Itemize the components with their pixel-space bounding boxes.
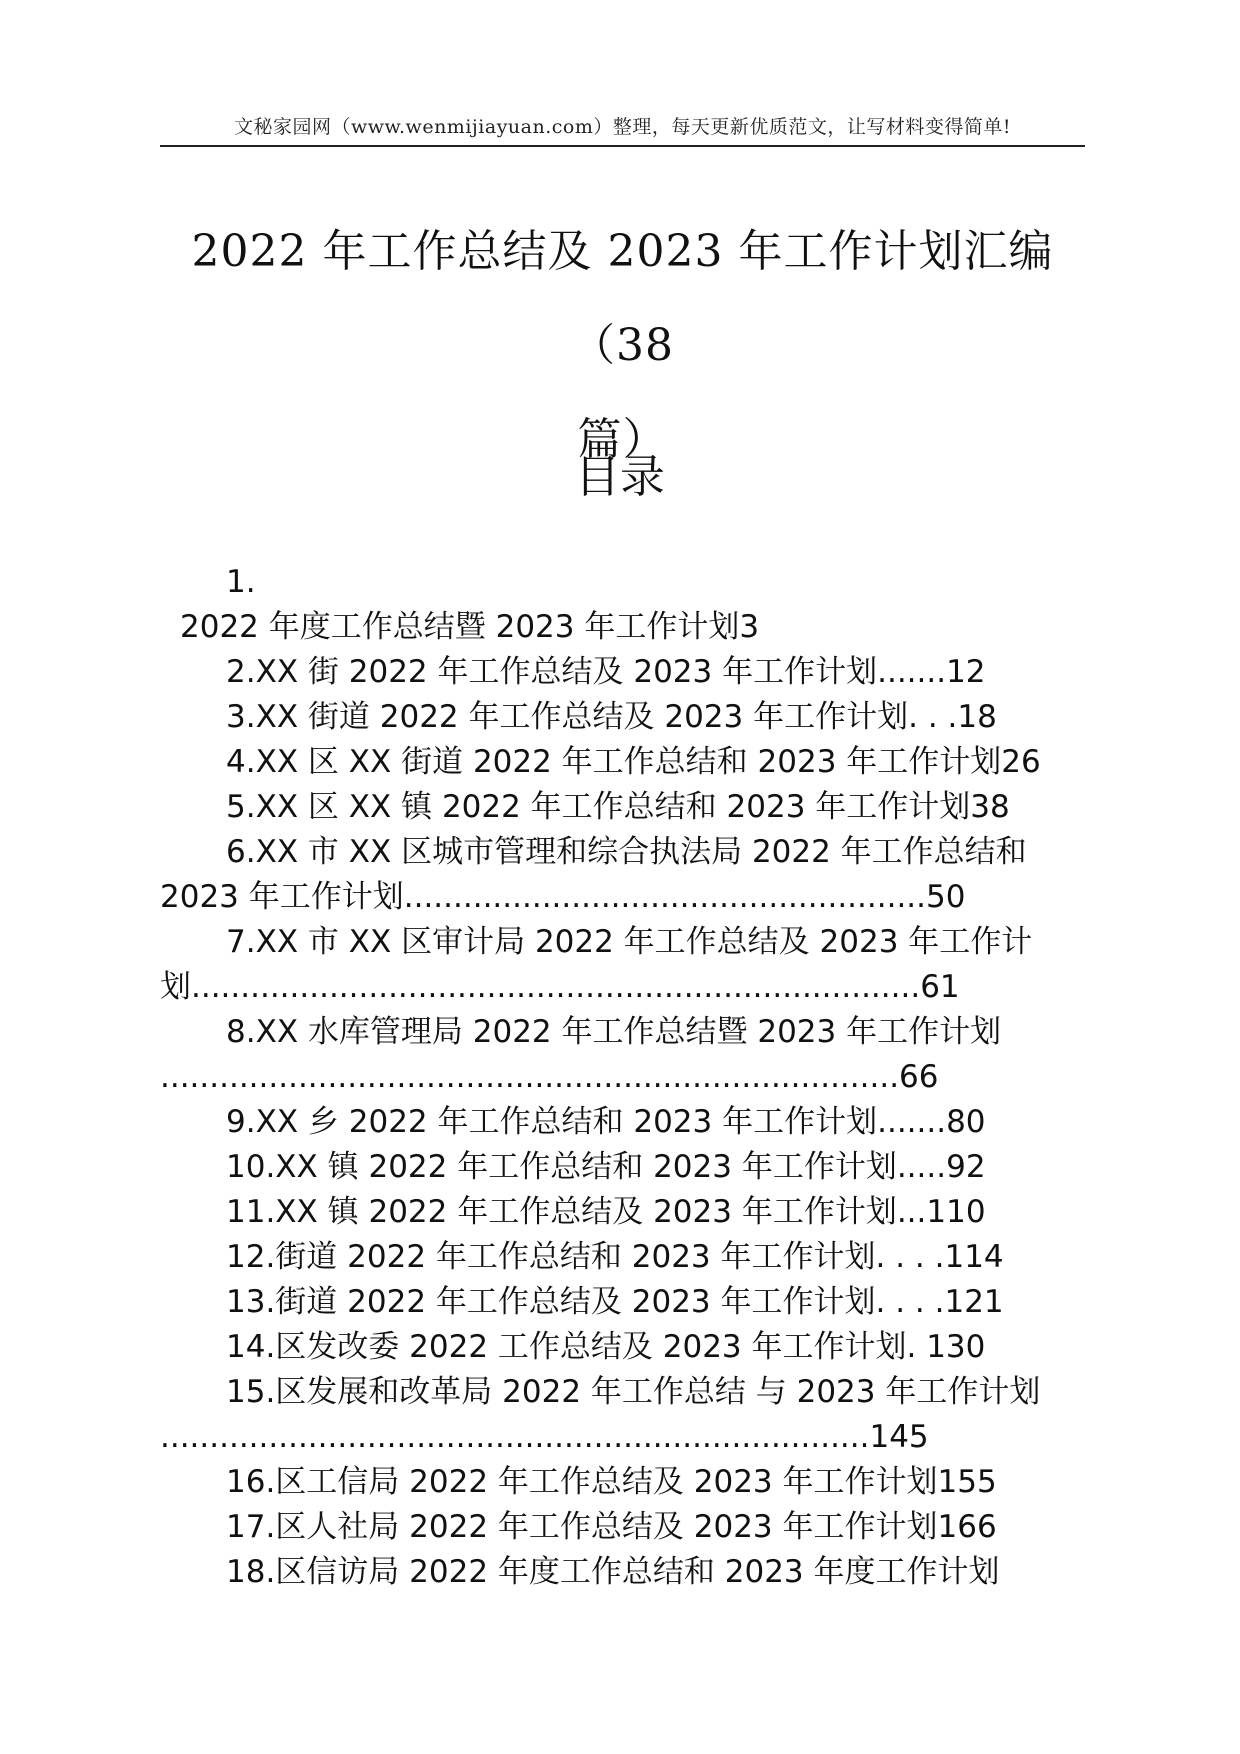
toc-entry: 2.XX 街 2022 年工作总结及 2023 年工作计划.......12: [226, 654, 986, 690]
toc-entry-continuation: 划..........................................................................61: [160, 969, 960, 1005]
toc-entry: 1.: [226, 564, 256, 600]
toc-entry: 6.XX 市 XX 区城市管理和综合执法局 2022 年工作总结和: [226, 834, 1027, 870]
toc-entry: 15.区发展和改革局 2022 年工作总结 与 2023 年工作计划: [226, 1374, 1041, 1410]
toc-entry: 12.街道 2022 年工作总结和 2023 年工作计划. . . .114: [226, 1239, 1004, 1275]
toc-entry: 7.XX 市 XX 区审计局 2022 年工作总结及 2023 年工作计: [226, 924, 1033, 960]
toc-entry-continuation: ...........................................................................66: [160, 1059, 939, 1095]
header-divider: [160, 145, 1085, 147]
toc-entry: 8.XX 水库管理局 2022 年工作总结暨 2023 年工作计划: [226, 1014, 1002, 1050]
toc-entry: 13.街道 2022 年工作总结及 2023 年工作计划. . . .121: [226, 1284, 1004, 1320]
toc-entry-continuation: 2023 年工作计划.....................................................50: [160, 879, 966, 915]
toc-entry: 17.区人社局 2022 年工作总结及 2023 年工作计划166: [226, 1509, 997, 1545]
toc-entry: 3.XX 街道 2022 年工作总结及 2023 年工作计划. . .18: [226, 699, 997, 735]
toc-entry: 9.XX 乡 2022 年工作总结和 2023 年工作计划.......80: [226, 1104, 986, 1140]
toc-entry: 14.区发改委 2022 工作总结及 2023 年工作计划. 130: [226, 1329, 986, 1365]
page-header-text: 文秘家园网（www.wenmijiayuan.com）整理，每天更新优质范文，让写材料变得简单!: [233, 116, 1012, 138]
toc-entry-continuation: ........................................................................145: [160, 1419, 929, 1455]
title-line-1: 2022 年工作总结及 2023 年工作计划汇编（38: [191, 226, 1054, 371]
toc-entry: 5.XX 区 XX 镇 2022 年工作总结和 2023 年工作计划38: [226, 789, 1010, 825]
toc-entry: 4.XX 区 XX 街道 2022 年工作总结和 2023 年工作计划26: [226, 744, 1041, 780]
toc-entry: 16.区工信局 2022 年工作总结及 2023 年工作计划155: [226, 1464, 997, 1500]
toc-entry: 11.XX 镇 2022 年工作总结及 2023 年工作计划...110: [226, 1194, 986, 1230]
title-line-2: 篇）: [577, 414, 668, 465]
toc-entry: 10.XX 镇 2022 年工作总结和 2023 年工作计划.....92: [226, 1149, 986, 1185]
table-of-contents: [160, 560, 1085, 1595]
toc-heading: 目录: [574, 450, 665, 503]
toc-entry: 18.区信访局 2022 年度工作总结和 2023 年度工作计划: [226, 1554, 1000, 1590]
toc-entry: 2022 年度工作总结暨 2023 年工作计划3: [180, 609, 760, 645]
